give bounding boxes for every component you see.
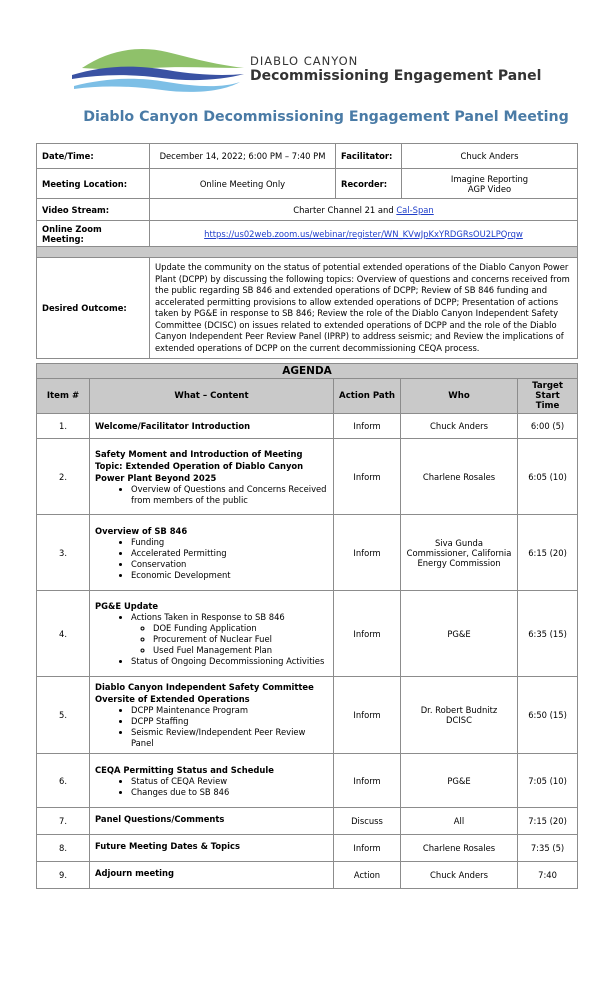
item-time: 6:05 (10)	[518, 439, 578, 515]
agenda-row	[37, 414, 578, 439]
item-bullet: • Overview of Questions and Concerns Received from members of the public	[131, 484, 328, 506]
zoom-meeting-link[interactable]: https://us02web.zoom.us/webinar/register/WN_KVwJpKxYRDGRsOU2LPQrqw	[204, 228, 523, 239]
item-who: Chuck Anders	[401, 414, 518, 439]
item-subbullet: ◦ DOE Funding Application	[153, 623, 328, 634]
agenda-row	[37, 862, 578, 889]
item-subbullet: ◦ Procurement of Nuclear Fuel	[153, 634, 328, 645]
item-title: Panel Questions/Comments	[90, 808, 334, 835]
stream-label: Video Stream:	[37, 199, 150, 221]
item-time: 7:35 (5)	[518, 835, 578, 862]
meeting-info-table	[36, 143, 578, 359]
stream-text: Charter Channel 21 and	[293, 204, 397, 215]
item-time: 6:00 (5)	[518, 414, 578, 439]
separator-row	[37, 247, 578, 258]
agenda-table	[36, 363, 578, 889]
item-title: PG&E Update	[95, 601, 159, 611]
item-who: PG&E	[401, 591, 518, 677]
date-label: Date/Time:	[37, 144, 150, 169]
agenda-row	[37, 835, 578, 862]
agenda-row	[37, 591, 578, 677]
panel-logo	[72, 46, 542, 96]
item-title: Welcome/Facilitator Introduction	[90, 414, 334, 439]
item-number: 5.	[37, 677, 90, 754]
recorder-label: Recorder:	[336, 169, 402, 199]
item-who: Charlene Rosales	[401, 439, 518, 515]
item-bullet: • Seismic Review/Independent Peer Review Panel	[131, 727, 328, 749]
who-org: DCISC	[446, 715, 472, 725]
item-number: 7.	[37, 808, 90, 835]
item-bullet: • Funding	[131, 537, 328, 548]
item-content	[90, 515, 334, 591]
recorder-value-1: Imagine Reporting	[450, 173, 529, 184]
item-who	[401, 677, 518, 754]
item-time: 6:15 (20)	[518, 515, 578, 591]
recorder-value-2: AGP Video	[467, 183, 512, 194]
facilitator-label: Facilitator:	[336, 144, 402, 169]
col-who: Who	[401, 379, 518, 414]
item-bullet: • Economic Development	[131, 570, 328, 581]
item-title: Safety Moment and Introduction of Meeting Topic: Extended Operation of Diablo Canyon Power Plant Beyond 2025	[95, 448, 304, 483]
item-title: Overview of SB 846	[95, 525, 188, 536]
agenda-row	[37, 754, 578, 808]
recorder-value	[402, 169, 578, 199]
item-bullet	[131, 612, 328, 656]
item-content	[90, 591, 334, 677]
bullet-text: Actions Taken in Response to SB 846	[131, 612, 285, 622]
item-bullet: • Conservation	[131, 559, 328, 570]
item-number: 1.	[37, 414, 90, 439]
item-action: Discuss	[334, 808, 401, 835]
item-number: 2.	[37, 439, 90, 515]
stream-value	[150, 199, 578, 221]
item-title: Future Meeting Dates & Topics	[90, 835, 334, 862]
agenda-row	[37, 515, 578, 591]
item-action: Inform	[334, 677, 401, 754]
col-content: What – Content	[90, 379, 334, 414]
logo-line1: DIABLO CANYON	[250, 54, 359, 68]
item-action: Inform	[334, 591, 401, 677]
who-name: Dr. Robert Budnitz	[420, 705, 498, 715]
item-who: Charlene Rosales	[401, 835, 518, 862]
item-bullet: • Status of Ongoing Decommissioning Activities	[131, 656, 328, 667]
item-action: Inform	[334, 835, 401, 862]
item-bullet: • DCPP Staffing	[131, 716, 328, 727]
wave-logo-icon	[72, 46, 247, 96]
item-who: Siva Gunda Commissioner, California Energy Commission	[401, 515, 518, 591]
item-time: 7:15 (20)	[518, 808, 578, 835]
item-bullet: • DCPP Maintenance Program	[131, 705, 328, 716]
item-number: 9.	[37, 862, 90, 889]
item-number: 8.	[37, 835, 90, 862]
item-time: 6:35 (15)	[518, 591, 578, 677]
col-action: Action Path	[334, 379, 401, 414]
agenda-row	[37, 439, 578, 515]
item-subbullet: ◦ Used Fuel Management Plan	[153, 645, 328, 656]
agenda-row	[37, 808, 578, 835]
item-time: 7:05 (10)	[518, 754, 578, 808]
item-action: Inform	[334, 414, 401, 439]
item-time: 7:40	[518, 862, 578, 889]
logo-line2: Decommissioning Engagement Panel	[250, 68, 542, 84]
location-label: Meeting Location:	[37, 169, 150, 199]
col-time: Target Start Time	[518, 379, 578, 414]
item-content	[90, 439, 334, 515]
item-action: Inform	[334, 515, 401, 591]
cal-span-link[interactable]: Cal-Span	[396, 204, 434, 215]
location-value: Online Meeting Only	[150, 169, 336, 199]
item-who: All	[401, 808, 518, 835]
item-number: 3.	[37, 515, 90, 591]
item-action: Inform	[334, 439, 401, 515]
agenda-row	[37, 677, 578, 754]
item-number: 6.	[37, 754, 90, 808]
item-title: CEQA Permitting Status and Schedule	[95, 764, 274, 775]
item-content	[90, 677, 334, 754]
item-bullet: • Changes due to SB 846	[131, 787, 328, 798]
zoom-value	[150, 221, 578, 247]
zoom-label: Online Zoom Meeting:	[37, 221, 150, 247]
facilitator-value: Chuck Anders	[402, 144, 578, 169]
item-number: 4.	[37, 591, 90, 677]
item-title: Adjourn meeting	[90, 862, 334, 889]
outcome-text: Update the community on the status of potential extended operations of the Diablo Canyon Power Plant (DCPP) by discussing the following topics: Overview of questions and concerns received from the public regarding SB 846 and extended operations of DCPP; Review of SB 846 funding and accelerated permitting provisions to allow extended operations of DCPP; Presentation of actions taken by PG&E in response to SB 846; Review the role of the Diablo Canyon Independent Safety Committee (DCISC) on issues related to extended operations of DCPP and the role of the Diablo Canyon Independent Peer Review Panel (IPRP) to address seismic; and Review the implications of extended operations of DCPP on the current decommissioning CEQA process.	[150, 258, 578, 359]
item-content	[90, 754, 334, 808]
item-bullet: • Accelerated Permitting	[131, 548, 328, 559]
item-who: PG&E	[401, 754, 518, 808]
outcome-label: Desired Outcome:	[37, 258, 150, 359]
agenda-heading: AGENDA	[37, 364, 578, 379]
page-title: Diablo Canyon Decommissioning Engagement Panel Meeting	[83, 109, 569, 125]
item-bullet: • Status of CEQA Review	[131, 776, 328, 787]
item-action: Action	[334, 862, 401, 889]
item-title: Diablo Canyon Independent Safety Committee Oversite of Extended Operations	[95, 682, 314, 704]
item-who: Chuck Anders	[401, 862, 518, 889]
date-value: December 14, 2022; 6:00 PM – 7:40 PM	[150, 144, 336, 169]
item-time: 6:50 (15)	[518, 677, 578, 754]
col-item: Item #	[37, 379, 90, 414]
item-action: Inform	[334, 754, 401, 808]
